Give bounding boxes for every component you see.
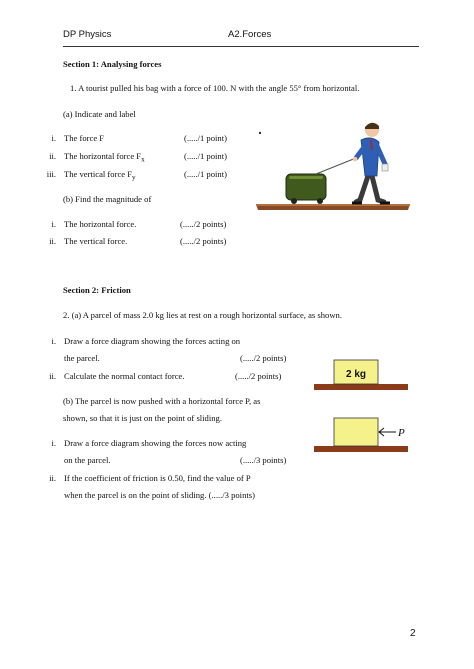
item-2a-ii-marks: (...../2 points)	[235, 371, 282, 381]
item-text: The force F	[64, 133, 105, 143]
item-1a-iii-marks: (...../1 point)	[184, 169, 227, 179]
item-2a-ii	[34, 371, 185, 381]
item-number: i.	[51, 219, 56, 229]
header-divider	[63, 46, 419, 47]
header-course: DP Physics	[63, 29, 112, 40]
item-number: i.	[51, 336, 56, 346]
item-2b-ii	[34, 473, 251, 483]
item-text: The vertical force.	[64, 236, 128, 246]
subscript: y	[132, 173, 136, 182]
force-p-label: P	[398, 427, 405, 439]
item-2a-i-marks: (...../2 points)	[240, 353, 287, 363]
header-topic: A2.Forces	[228, 29, 272, 40]
part-2b-line-2: shown, so that it is just on the point of sliding.	[63, 413, 222, 423]
part-2b-line-1: (b) The parcel is now pushed with a horizontal force P, as	[63, 396, 261, 406]
item-1b-ii-marks: (...../2 points)	[180, 236, 227, 246]
parcel-mass-label: 2 kg	[345, 369, 367, 380]
section1-title: Section 1: Analysing forces	[63, 59, 162, 69]
item-1b-i-marks: (...../2 points)	[180, 219, 227, 229]
item-number: ii.	[49, 151, 56, 161]
part-1a-label: (a) Indicate and label	[63, 109, 136, 119]
item-number: i.	[51, 438, 56, 448]
item-1a-ii	[34, 151, 145, 164]
item-text-line-1: If the coefficient of friction is 0.50, find the value of P	[64, 473, 251, 483]
item-text-line-1: Draw a force diagram showing the forces now acting	[64, 438, 247, 448]
parcel-at-rest-figure	[312, 356, 412, 394]
parcel-pushed-figure	[312, 416, 412, 460]
item-1a-iii	[34, 169, 136, 182]
subscript: x	[141, 155, 145, 164]
tourist-pulling-bag-illustration	[248, 118, 416, 218]
item-2b-i-marks: (...../3 points)	[240, 455, 287, 465]
part-1b-label: (b) Find the magnitude of	[63, 194, 152, 204]
item-1a-ii-marks: (...../1 point)	[184, 151, 227, 161]
item-number: iii.	[46, 169, 56, 179]
section2-title: Section 2: Friction	[63, 285, 131, 295]
item-text-line-2: when the parcel is on the point of sliding.	[64, 490, 207, 500]
item-2a-i	[34, 336, 240, 346]
item-2b-i	[34, 438, 246, 448]
item-number: ii.	[49, 473, 56, 483]
item-1a-i-marks: (...../1 point)	[184, 133, 227, 143]
item-1a-i	[34, 133, 104, 143]
item-2b-i-line-2: on the parcel.	[64, 455, 111, 465]
item-1b-i	[34, 219, 136, 229]
item-2b-ii-line-2	[64, 490, 255, 500]
item-text: The horizontal force F	[64, 151, 142, 161]
item-2b-ii-marks: (...../3 points)	[208, 490, 255, 500]
item-number: i.	[51, 133, 56, 143]
item-text-line-1: Calculate the normal contact force.	[64, 371, 185, 381]
item-number: ii.	[49, 371, 56, 381]
item-text: The horizontal force.	[64, 219, 137, 229]
question-1: 1. A tourist pulled his bag with a force of 100. N with the angle 55° from horizontal.	[70, 83, 360, 93]
item-text-line-1: Draw a force diagram showing the forces acting on	[64, 336, 241, 346]
page-number: 2	[410, 628, 416, 639]
item-1b-ii	[34, 236, 127, 246]
question-2: 2. (a) A parcel of mass 2.0 kg lies at rest on a rough horizontal surface, as shown.	[63, 310, 342, 320]
item-text: The vertical force F	[64, 169, 132, 179]
item-2a-i-line-2: the parcel.	[64, 353, 100, 363]
item-number: ii.	[49, 236, 56, 246]
